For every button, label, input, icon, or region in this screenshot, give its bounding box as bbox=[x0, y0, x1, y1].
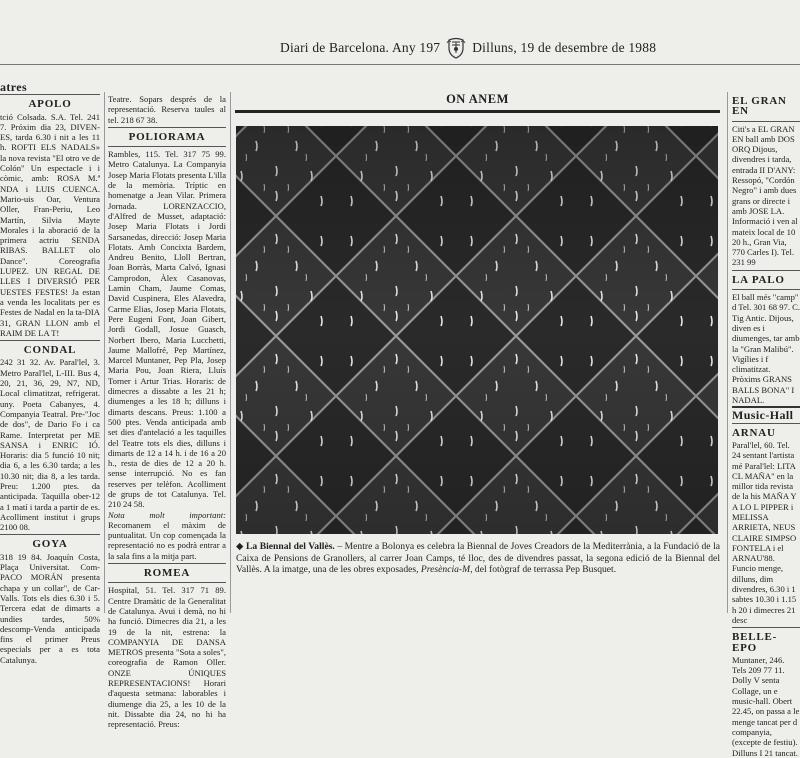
heading-gran-en: EL GRAN EN bbox=[732, 95, 787, 118]
heading-arnau: ARNAU bbox=[732, 426, 776, 439]
artwork-photo bbox=[236, 126, 718, 534]
column-rule bbox=[104, 92, 105, 613]
listing-apolo: tció Colsada. S.A. Tel. 241 7. Próxim dia 23, DIVEN-ES, tarda 6.30 i nit a les 11 h. ROFTI ELS NADALS» la nova revista "El otro ve de Colón" Un espectacle i i còmic, amb: ROSA M.ª NDA i LUIS CUENCA. Mario-uis Oar, Ventura Oller, Fran-Periu, Leo Martín, Silvia Mayte Morales i la aboració de la primera actriu SENDA RIBAS. BALLET olo Dance". Coreografia LUPEZ. UN REGAL DE LLES I DIVERSIÓ PER UESTES FESTES! Ja estan a venda les localitats per es Festes de Nadal en la ta-DIA 31, GRAN LLON amb el RAIM DE LA T! bbox=[0, 111, 100, 338]
note-text: Recomanem el màxim de puntualitat. Un cop començada la representació no es podrà entrar a la sala fins a la mitja part. bbox=[108, 519, 226, 561]
caption-bullet-icon: ◆ bbox=[236, 541, 246, 552]
masthead-left: Diari de Barcelona. Any 197 bbox=[280, 40, 441, 55]
masthead-rule bbox=[0, 64, 800, 65]
caption-work-title: Presència-M bbox=[420, 564, 471, 575]
divider bbox=[108, 146, 226, 147]
listing-gran-en: Citi's a EL GRAN EN ball amb DOS ORQ Dijous, divendres i tarda, entrada II D'ANY: Ressopó, "Cordón Negro" i amb dues grans or directe i amb JOSE LA. Informació i ven al mateix local de 10 20 h., Gran Via, 770 Carles I). Tel. 231 99 bbox=[732, 123, 798, 268]
divider bbox=[732, 627, 800, 628]
masthead-right: Dilluns, 19 de desembre de 1988 bbox=[472, 40, 657, 55]
listing-la-paloma: El ball més "camp" d Tel. 301 68 97. C. Tig Antic. Dijous, diven es i diumenges, tar amb la "Gran Malibú". Vigílies i f climatitzat. Pròxims GRANS BALLS BONA" I NADAL. bbox=[732, 292, 800, 406]
divider bbox=[0, 340, 100, 341]
divider bbox=[0, 94, 100, 95]
caption-text: – Mentre a Bolonya es celebra la Biennal de Joves Creadors de la Mediterrània, a la Fundació de la Caixa de Pensions de Granollers, al carrer Joan Camps, té lloc, des de divendres passat, la segona edició de la Biennal del Vallès. A la imatge, una de les obres exposades, bbox=[236, 541, 720, 575]
section-title-music-hall: Music-Hall bbox=[732, 408, 794, 423]
heading-condal: CONDAL bbox=[23, 344, 77, 357]
section-title-teatres: atres bbox=[0, 80, 28, 94]
heading-la-paloma: LA PALO bbox=[732, 273, 785, 286]
section-rule bbox=[235, 110, 720, 113]
photo-caption bbox=[236, 541, 720, 576]
listing-poliorama: Rambles, 115. Tel. 317 75 99. Metro Catalunya. La Companyia Josep Maria Flotats presenta L'illa de la memòria. Tríptic en homenatge a Jean Vilar. Primera Jornada. LORENZACCIO, d'Alfred de Musset, adaptació: Josep Maria Flotats i Jordi Sarsanedas, direcció: Josep Maria Flotats. Amb Concixta Bardem, Andreu Benito, Lloll Bertran, Joan Borràs, Marta Calvó, Ignasi Camprodon, Àlex Casanovas, Lamin Cham, Jaume Comas, David Cuspinera, Eles Alavedra, Carme Elias, Josep Maria Flotats, Pere Eugeni Font, Joan Gibert, Jordi Godall, Josue Guasch, Norbert Ibero, Maria Lucchetti, Jaume Mallofré, Pep Martínez, Marcel Muntaner, Pep Pla, Josep Maria Pou, Joan Riera, Lluís Torner i Artur Trias. Horaris: de dimecres a dissabte a les 21 h; diumenges a les 18 h; dilluns i dimarts descans. Preus: 1.100 a 500 ptes. Venda anticipada amb set dies d'antelació a les taquilles del Teatre tots els dies, dilluns i dimarts de 12 a 14 h. i de 16 a 20 h., resta de dies de 12 a 20 h. sense interrupció. No es fan reserves per telèfon. Acolliment de grups de tot Catalunya. Tel. 210 24 58. bbox=[108, 149, 227, 510]
divider bbox=[108, 563, 226, 564]
section-title-onanem: ON ANEM bbox=[446, 92, 509, 106]
middle-column bbox=[108, 94, 227, 730]
note-label: Nota molt important: bbox=[108, 509, 226, 520]
listing-arnau: Paral'lel, 60. Tel. 24 sentant l'artista mé Paral'lel: LITA CL MAÑA" en la millor tida revista de la his MAÑA Y A LO L PIPPER i MELISSA ARRIETA, NEUS CLAIRE SIMPSO FONTELA i el ARNAU'88. Funcio menge, dilluns, dim divendres, 6.30 i 1 sabtes 10.30 i 1.15 h 20 i dimecres 21 desc bbox=[732, 439, 797, 625]
right-column bbox=[732, 94, 800, 758]
heading-apolo: APOLO bbox=[28, 98, 72, 111]
listing-note bbox=[108, 510, 226, 561]
masthead bbox=[280, 34, 660, 62]
column-rule bbox=[727, 92, 728, 613]
caption-title: La Biennal del Vallès. bbox=[246, 541, 335, 552]
listing-condal: 242 31 32. Av. Paral'lel, 3. Metro Paral'lel, L-III. Bus 4, 20, 21, 36, 29, N7, ND, Local climatitzat, refrigerat. uny. Poeta Cabanyes, 4. Companyia Teatral. Pre-"Joc de dos", de Dario Fo i ca Rame. Interpretat per ME SANSA i ENRIC IÓ. Horaris: dia 5 funció 10 nit; dia 6, a les 6.30 tarda; a les 10.30 nit; dia 8, a les tarda. Preu: 1.200 ptes. da anticipada. Taquilla ober-12 a 1 matí i tarda a partir de es. Acolliment institut i grups 2100 08. bbox=[0, 357, 100, 533]
heading-belle-epoque: BELLE-EPO bbox=[732, 631, 778, 654]
left-column bbox=[0, 80, 100, 665]
heading-poliorama: POLIORAMA bbox=[128, 130, 206, 143]
caption-end: , del fotògraf de terrassa Pep Busquet. bbox=[470, 564, 617, 575]
divider bbox=[732, 423, 800, 424]
listing-belle-epoque: Muntaner, 246. Tels 209 77 11. Dolly V senta Collage, un e music-hall. Obert 22.45, on passa a le menge tancat per d companyia, (excepte de festiu). Dilluns I 21 tancat. bbox=[732, 654, 800, 758]
listing-top: Teatre. Sopars després de la representació. Reserva taules al tel. 218 67 38. bbox=[108, 94, 226, 125]
listing-romea: Hospital, 51. Tel. 317 71 89. Centre Dramàtic de la Generalitat de Catalunya. Avui i demà, no hi ha funció. Dimecres dia 21, a les 19 de la nit, estrena: la COMPANYIA DE DANSA METROS presenta "Sota a soles", coreografia de Ramon Oller. ONZE ÚNIQUES REPRESENTACIONS! Horari d'aquesta setmana: laborables i diumenge dia 25, a les 10 de la nit. Dissabte dia 24, no hi ha representació. Preus: bbox=[108, 585, 226, 730]
diamond-pattern-artwork bbox=[236, 126, 718, 534]
divider bbox=[108, 582, 226, 583]
divider bbox=[0, 534, 100, 535]
coat-of-arms-icon bbox=[446, 37, 466, 59]
divider bbox=[732, 289, 800, 290]
heading-romea: ROMEA bbox=[143, 567, 191, 580]
heading-goya: GOYA bbox=[32, 538, 68, 551]
divider bbox=[732, 121, 800, 122]
divider bbox=[732, 270, 800, 271]
divider bbox=[108, 127, 226, 128]
listing-goya: 318 19 84. Joaquín Costa, Plaça Universitat. Com-PACO MORÁN presenta chapa y un collar", de Car-Valls. Tots els dies 6.30 i 5. Tercera edat de dimarts a undies tardes, 50% descomp-Venda anticipada fins el primer Preus especials per a es tota Catalunya. bbox=[0, 551, 100, 665]
column-rule bbox=[230, 92, 231, 613]
